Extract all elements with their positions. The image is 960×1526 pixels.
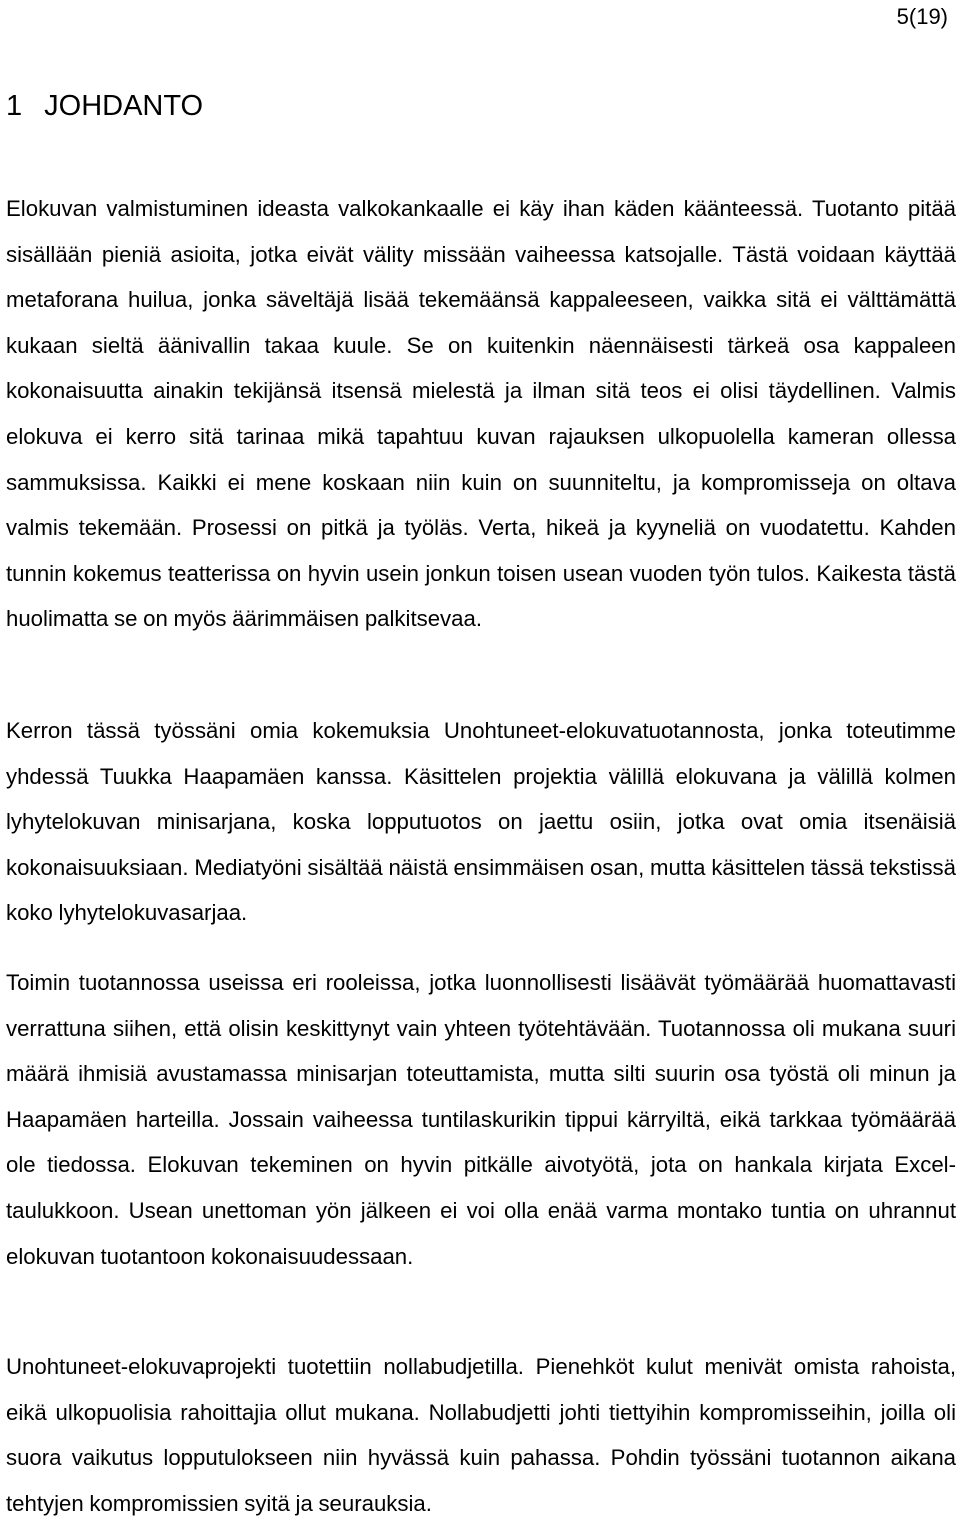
paragraph-roles: Toimin tuotannossa useissa eri rooleissa, jotka luonnollisesti lisäävät työmäärää huomattavasti verrattuna siihen, että olisin keskittynyt vain yhteen työtehtävään. Tuotannossa oli mukana suuri määrä ihmisiä avustamassa minisarjan toteuttamista, mutta silti suurin osa työstä oli minun ja Haapamäen harteilla. Jossain vaiheessa tuntilaskurikin tippui kärryiltä, eikä tarkkaa työmäärää ole tiedossa. Elokuvan tekeminen on hyvin pitkälle aivotyötä, jota on hankala kirjata Excel-taulukkoon. Usean unettoman yön jälkeen ei voi olla enää varma montako tuntia on uhrannut elokuvan tuotantoon kokonaisuudessaan. (6, 970, 956, 1269)
paragraph-intro: Elokuvan valmistuminen ideasta valkokankaalle ei käy ihan käden käänteessä. Tuotanto pitää sisällään pieniä asioita, jotka eivät välity missään vaiheessa katsojalle. Tästä voidaan käyttää metaforana huilua, jonka säveltäjä lisää tekemäänsä kappaleeseen, vaikka sitä ei välttämättä kukaan sieltä äänivallin takaa kuule. Se on kuitenkin näennäisesti tärkeä osa kappaleen kokonaisuutta ainakin tekijänsä itsensä mielestä ja ilman sitä teos ei olisi täydellinen. Valmis elokuva ei kerro sitä tarinaa mikä tapahtuu kuvan rajauksen ulkopuolella kameran ollessa sammuksissa. Kaikki ei mene koskaan niin kuin on suunniteltu, ja kompromisseja on oltava valmis tekemään. Prosessi on pitkä ja työläs. Verta, hikeä ja kyyneliä on vuodatettu. Kahden tunnin kokemus teatterissa on hyvin usein jonkun toisen usean vuoden työn tulos. Kaikesta tästä huolimatta se on myös äärimmäisen palkitsevaa. (6, 196, 956, 632)
page-number: 5(19) (896, 4, 948, 29)
paragraph-project: Kerron tässä työssäni omia kokemuksia Unohtuneet-elokuvatuotannosta, jonka toteutimme yhdessä Tuukka Haapamäen kanssa. Käsittelen projektia välillä elokuvana ja välillä kolmen lyhytelokuvan minisarjana, koska lopputuotos on jaettu osiin, jotka ovat omia itsenäisiä kokonaisuuksiaan. Mediatyöni sisältää näistä ensimmäisen osan, mutta käsittelen tässä tekstissä koko lyhytelokuvasarjaa. (6, 718, 956, 926)
chapter-heading (6, 86, 203, 126)
chapter-number: 1 (6, 90, 23, 122)
chapter-title: JOHDANTO (44, 90, 204, 122)
paragraph-budget: Unohtuneet-elokuvaprojekti tuotettiin nollabudjetilla. Pienehköt kulut menivät omista rahoista, eikä ulkopuolisia rahoittajia ollut mukana. Nollabudjetti johti tiettyihin kompromisseihin, joilla oli suora vaikutus lopputulokseen niin hyvässä kuin pahassa. Pohdin työssäni tuotannon aikana tehtyjen kompromissien syitä ja seurauksia. (6, 1354, 956, 1516)
